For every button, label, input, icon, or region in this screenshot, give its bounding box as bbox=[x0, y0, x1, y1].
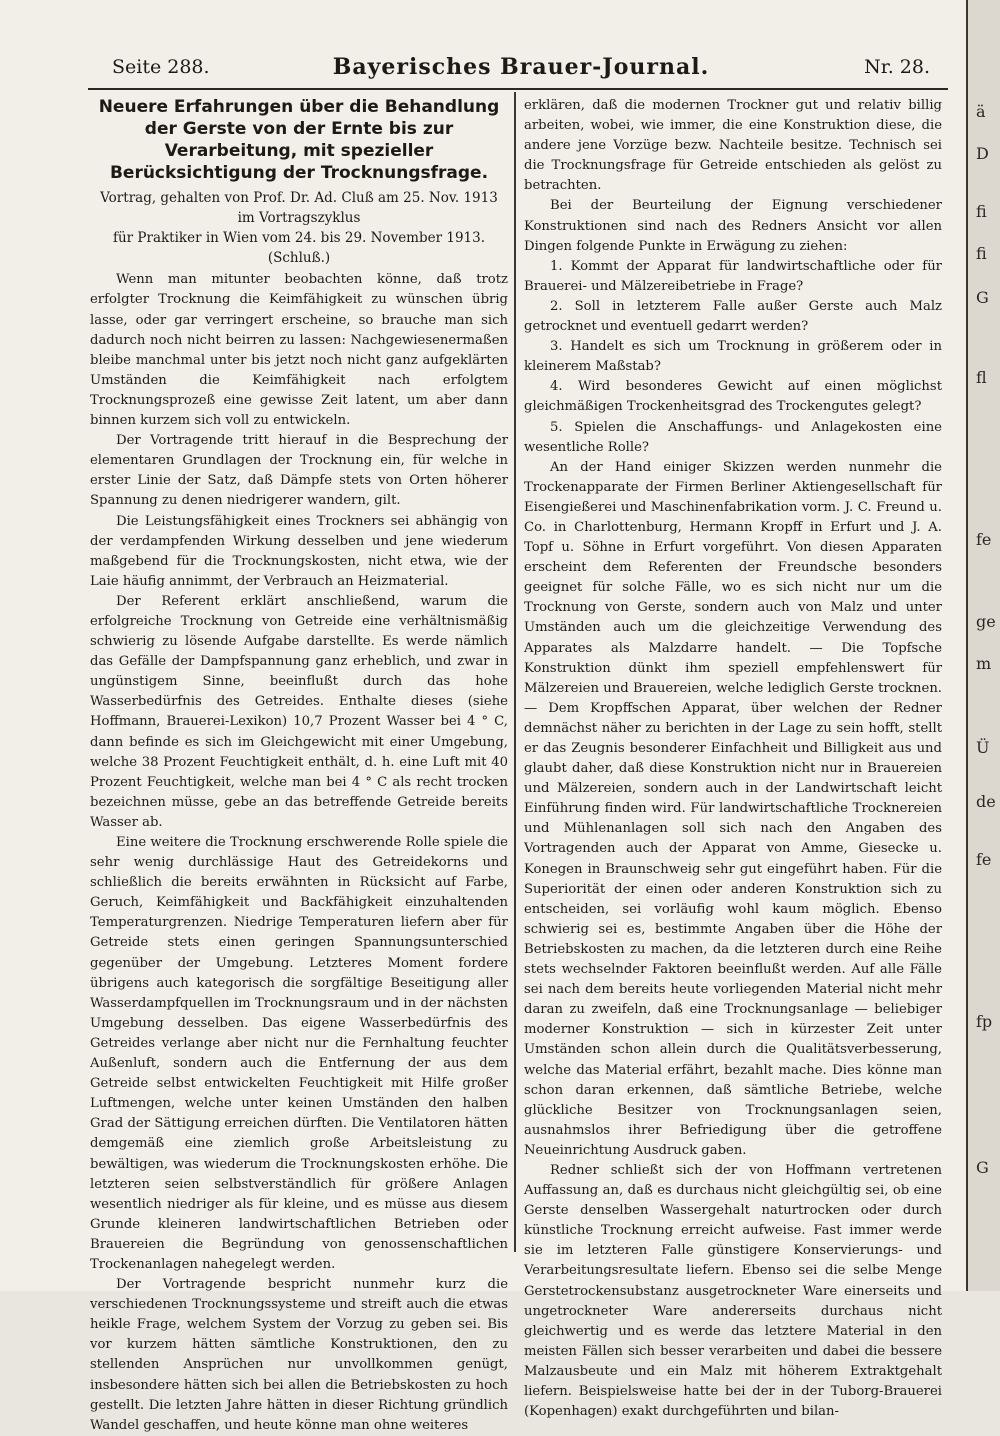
paragraph: Der Vortragende bespricht nunmehr kurz die verschiedenen Trocknungssysteme und streift auch die etwas heikle Frage, welchem System der Vorzug zu geben sei. Bis vor kurzem hätten sämtliche Konstruktionen, den zu stellenden Ansprüchen nur unvollkommen genügt, insbesondere hätten sich bei allen die Betriebskosten zu hoch gestellt. Die letzten Jahre hätten in dieser Richtung gründlich Wandel geschaffen, und heute könne man ohne weiteres bbox=[90, 1277, 508, 1433]
edge-fragment: de bbox=[976, 792, 996, 811]
page-number: Seite 288. bbox=[112, 56, 210, 78]
paragraph: Die Leistungsfähigkeit eines Trockners sei abhängig von der verdampfenden Wirkung desselben und jene wiederum maßgebend für die Trocknungskosten, nicht etwa, wie der Laie häufig annimmt, der Verbrauch an Heizmaterial. bbox=[90, 513, 508, 589]
conclusion-note: (Schluß.) bbox=[267, 250, 331, 267]
paragraph: An der Hand einiger Skizzen werden nunmehr die Trockenapparate der Firmen Berliner Aktiengesellschaft für Eisengießerei und Maschinenfabrikation vorm. J. C. Freund u. Co. in Charlottenburg, Hermann Kropff in Erfurt und J. A. Topf u. Söhne in Erfurt vorgeführt. Von diesen Apparaten erscheint dem Referenten der Freundsche besonders geeignet für solche Fälle, wo es sich nicht nur um die Trocknung von Gerste, sondern auch von Malz und unter Umständen auch um die gleichzeitige Verwendung des Apparates als Malzdarre handelt. — Die Topfsche Konstruktion dünkt ihm speziell empfehlenswert für Mälzereien und Brauereien, welche lediglich Gerste trocknen. — Dem Kropffschen Apparat, über welchen der Redner demnächst näher zu berichten in der Lage zu sein hofft, stellt er das Zeugnis besonderer Einfachheit und Billigkeit aus und glaubt daher, daß diese Konstruktion nicht nur in Brauereien und Mälzereien, sondern auch in der Landwirtschaft leicht Einführung finden wird. Für landwirtschaftliche Trocknereien und Mühlenanlagen soll sich nach den Angaben des Vortragenden auch der Apparat von Amme, Giesecke u. Konegen in Braunschweig sehr gut eingeführt haben. Für die Superiorität der einen oder anderen Konstruktion sich zu entscheiden, sei vorläufig wohl kaum möglich. Ebenso schwierig sei es, bestimmte Angaben über die Höhe der Betriebskosten zu machen, da die letzteren durch eine Reihe stets wechselnder Faktoren beeinflußt werden. Auf alle Fälle sei nach dem bereits heute vorliegenden Material nicht mehr daran zu zweifeln, daß eine Trocknungsanlage — beliebiger moderner Konstruktion — sich in kürzester Zeit unter Umständen schon allein durch die Qualitätsverbesserung, welche das Material erfährt, bezahlt mache. Dies könne man schon daran erkennen, daß sämtliche Betriebe, welche glückliche Besitzer von Trocknungsanlagen seien, ausnahmslos ihrer Befriedigung über die getroffene Neueinrichtung Ausdruck gaben. bbox=[524, 459, 942, 1158]
edge-fragment: ge bbox=[976, 612, 996, 631]
edge-fragment: m bbox=[976, 654, 992, 673]
right-column bbox=[524, 96, 942, 1422]
edge-fragment: fe bbox=[976, 850, 992, 869]
edge-fragment: G bbox=[976, 288, 989, 307]
left-column bbox=[90, 96, 508, 1436]
byline-line-3: für Praktiker in Wien vom 24. bis 29. November 1913. bbox=[112, 230, 486, 247]
list-item: 4. Wird besonderes Gewicht auf einen möglichst gleichmäßigen Trockenheitsgrad des Trockengutes gelegt? bbox=[524, 379, 942, 415]
edge-fragment: Ü bbox=[976, 738, 990, 757]
paragraph: Redner schließt sich der von Hoffmann vertretenen Auffassung an, daß es durchaus nicht gleichgültig sei, ob eine Gerste denselben Wassergehalt naturtrocken oder durch künstliche Trocknung erreicht aufweise. Fast immer werde sie im letzteren Falle günstigere Konservierungs- und Verarbeitungsresultate liefern. Ebenso sei die selbe Menge Gerstetrockensubstanz ausgetrockneter Ware einerseits und ungetrockneter Ware andererseits durchaus nicht gleichwertig und es werde das letztere Material in den meisten Fällen sich besser verarbeiten und dabei die bessere Malzausbeute und ein Malz mit höherem Extraktgehalt liefern. Beispielsweise hatte bei der in der Tuborg-Brauerei (Kopenhagen) exakt durchgeführten und bilan- bbox=[524, 1162, 942, 1420]
paragraph: Der Vortragende tritt hierauf in die Besprechung der elementaren Grundlagen der Trocknung ein, für welche in erster Linie der Satz, daß Dämpfe stets von Orten höherer Spannung zu denen niedrigerer wandern, gilt. bbox=[90, 433, 508, 509]
issue-number: Nr. 28. bbox=[864, 56, 930, 78]
paragraph-continued: erklären, daß die modernen Trockner gut und relativ billig arbeiten, wobei, wie immer, die eine Konstruktion diese, die andere jene Vorzüge bezw. Nachteile besitze. Technisch sei die Trocknungsfrage für Getreide entschieden als gelöst zu betrachten. bbox=[524, 98, 942, 194]
article-title: Neuere Erfahrungen über die Behandlung der Gerste von der Ernte bis zur Verarbeitung, mit spezieller Berücksichtigung der Trocknungsfrage. bbox=[98, 97, 500, 183]
paragraph: Eine weitere die Trocknung erschwerende Rolle spiele die sehr wenig durchlässige Haut des Getreidekorns und schließlich die bereits erwähnten in Rücksicht auf Farbe, Geruch, Keimfähigkeit und Backfähigkeit einzuhaltenden Temperaturgrenzen. Niedrige Temperaturen liefern aber für Getreide stets einen geringen Spannungsunterschied gegenüber der Umgebung. Letzteres Moment fordere übrigens auch kategorisch die sorgfältige Beseitigung aller Wasserdampfquellen im Trocknungsraum und in der nächsten Umgebung desselben. Das eigene Wasserbedürfnis des Getreides verlange aber nicht nur die Fernhaltung feuchter Außenluft, sondern auch die Entfernung der aus dem Getreide selbst entwickelten Feuchtigkeit mit Hilfe großer Luftmengen, welche unter keinen Umständen den halben Grad der Sättigung erreichen dürften. Die Ventilatoren hätten demgemäß eine ziemlich große Arbeitsleistung zu bewältigen, was wiederum die Trocknungskosten erhöhe. Die letzteren seien selbstverständlich für größere Anlagen wesentlich niedriger als für kleine, und es müsse aus diesem Grunde kleineren landwirtschaftlichen Betrieben oder Brauereien die Begründung von genossenschaftlichen Trockenanlagen nahegelegt werden. bbox=[90, 835, 508, 1272]
list-item: 1. Kommt der Apparat für landwirtschaftliche oder für Brauerei- und Mälzereibetriebe in Frage? bbox=[524, 258, 942, 294]
byline-line-1: Vortrag, gehalten von Prof. Dr. Ad. Cluß am 25. Nov. 1913 bbox=[100, 190, 498, 206]
edge-fragment: D bbox=[976, 144, 989, 163]
list-item: 2. Soll in letzterem Falle außer Gerste auch Malz getrocknet und eventuell gedarrt werden? bbox=[524, 298, 942, 335]
edge-fragment: G bbox=[976, 1158, 989, 1177]
paragraph: Wenn man mitunter beobachten könne, daß trotz erfolgter Trocknung die Keimfähigkeit zu wünschen übrig lasse, oder gar verringert erscheine, so brauche man sich dadurch noch nicht beirren zu lassen: Nachgewiesenermaßen bleibe manchmal unter bis jetzt noch nicht ganz aufgeklärten Umständen die Keimfähigkeit nach erfolgtem Trocknungsprozeß eine gewisse Zeit latent, um aber dann binnen kurzem sich voll zu entwickeln. bbox=[90, 272, 508, 429]
edge-fragment: fi bbox=[976, 244, 987, 263]
edge-fragment: fe bbox=[976, 530, 992, 549]
paragraph: Bei der Beurteilung der Eignung verschiedener Konstruktionen sind nach des Redners Ansicht vor allen Dingen folgende Punkte in Erwägung zu ziehen: bbox=[524, 198, 942, 254]
list-item: 5. Spielen die Anschaffungs- und Anlagekosten eine wesentliche Rolle? bbox=[524, 419, 942, 455]
byline-line-2: im Vortragszyklus bbox=[237, 210, 361, 227]
column-divider bbox=[514, 92, 516, 1252]
paragraph: Der Referent erklärt anschließend, warum die erfolgreiche Trocknung von Getreide eine verhältnismäßig schwierig zu lösende Aufgabe darstellte. Es werde nämlich das Gefälle der Dampfspannung ganz erheblich, und zwar in ungünstigem Sinne, beeinflußt durch das hohe Wasserbedürfnis des Getreides. Enthalte dieses (siehe Hoffmann, Brauerei-Lexikon) 10,7 Prozent Wasser bei 4 ° C, dann befinde es sich im Gleichgewicht mit einer Umgebung, welche 38 Prozent Feuchtigkeit enthält, d. h. eine Luft mit 40 Prozent Feuchtigkeit, welche man bei 4 ° C als recht trocken bezeichnen müsse, gebe an das betreffende Getreide bereits Wasser ab. bbox=[90, 593, 508, 830]
edge-fragment: fl bbox=[976, 368, 987, 387]
page-header bbox=[112, 56, 930, 84]
header-rule bbox=[88, 88, 948, 90]
journal-title: Bayerisches Brauer-Journal. bbox=[332, 54, 710, 80]
list-item: 3. Handelt es sich um Trocknung in größerem oder in kleinerem Maßstab? bbox=[524, 339, 942, 375]
adjacent-page-edge bbox=[966, 0, 1000, 1291]
edge-fragment: ä bbox=[976, 102, 986, 121]
edge-fragment: fi bbox=[976, 202, 987, 221]
edge-fragment: fp bbox=[976, 1012, 993, 1031]
